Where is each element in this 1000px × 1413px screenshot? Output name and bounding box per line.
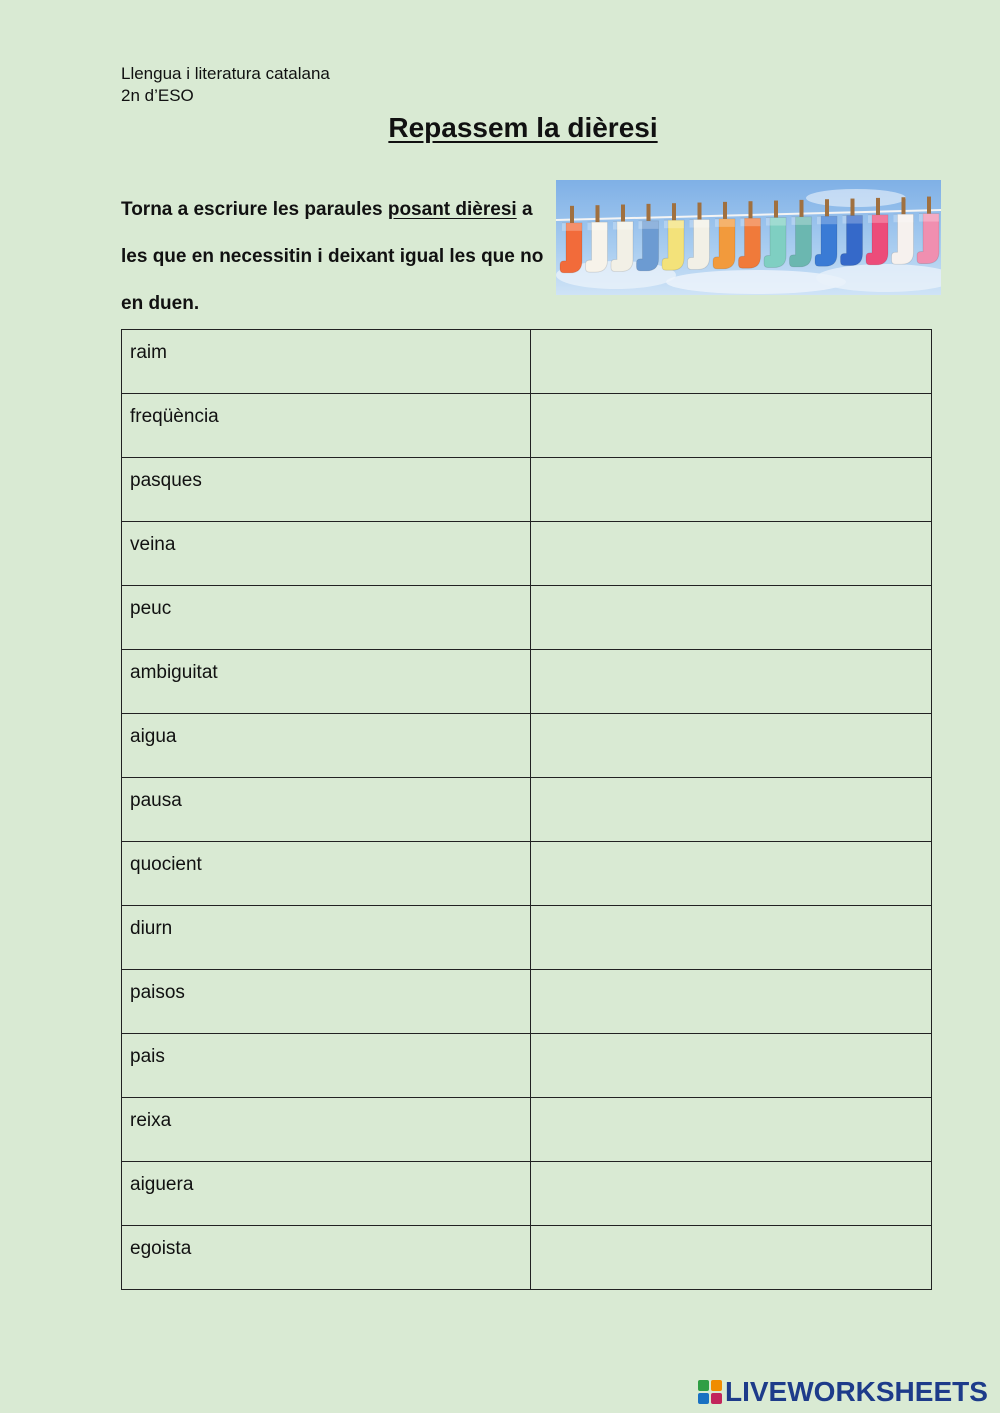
word-cell: aiguera	[122, 1162, 531, 1226]
table-row	[122, 970, 932, 1034]
answer-input[interactable]	[531, 458, 931, 521]
word-cell: quocient	[122, 842, 531, 906]
answer-cell	[531, 650, 932, 714]
answer-input[interactable]	[531, 1162, 931, 1225]
level-label: 2n d’ESO	[121, 86, 194, 105]
answer-input[interactable]	[531, 970, 931, 1033]
answer-cell	[531, 1226, 932, 1290]
table-row	[122, 778, 932, 842]
instructions-emphasis: posant dièresi	[387, 199, 517, 220]
table-row	[122, 458, 932, 522]
table-row	[122, 906, 932, 970]
table-row	[122, 1098, 932, 1162]
words-table	[121, 329, 932, 1290]
word-cell: peuc	[122, 586, 531, 650]
liveworksheets-brand	[698, 1377, 988, 1407]
word-cell: pausa	[122, 778, 531, 842]
word-cell: reixa	[122, 1098, 531, 1162]
subject-label: Llengua i literatura catalana	[121, 64, 330, 83]
answer-input[interactable]	[531, 1226, 931, 1289]
answer-cell	[531, 394, 932, 458]
table-row	[122, 1226, 932, 1290]
answer-cell	[531, 1098, 932, 1162]
instructions	[121, 186, 551, 327]
table-row	[122, 394, 932, 458]
word-cell: pasques	[122, 458, 531, 522]
word-cell: diurn	[122, 906, 531, 970]
answer-cell	[531, 522, 932, 586]
table-row	[122, 330, 932, 394]
table-row	[122, 586, 932, 650]
word-cell: pais	[122, 1034, 531, 1098]
answer-cell	[531, 586, 932, 650]
answer-input[interactable]	[531, 714, 931, 777]
word-cell: paisos	[122, 970, 531, 1034]
page-title: Repassem la dièresi	[388, 112, 658, 143]
table-row	[122, 714, 932, 778]
instructions-text-end: a les que en necessitin i deixant igual les que no en duen.	[121, 199, 544, 314]
answer-input[interactable]	[531, 330, 931, 393]
table-row	[122, 1162, 932, 1226]
answer-cell	[531, 906, 932, 970]
word-cell: egoista	[122, 1226, 531, 1290]
answer-cell	[531, 1162, 932, 1226]
answer-input[interactable]	[531, 394, 931, 457]
word-cell: freqüència	[122, 394, 531, 458]
answer-cell	[531, 458, 932, 522]
answer-input[interactable]	[531, 778, 931, 841]
answer-input[interactable]	[531, 650, 931, 713]
table-row	[122, 1034, 932, 1098]
answer-cell	[531, 1034, 932, 1098]
answer-input[interactable]	[531, 1098, 931, 1161]
answer-cell	[531, 330, 932, 394]
answer-input[interactable]	[531, 906, 931, 969]
liveworksheets-logo-icon	[698, 1380, 722, 1404]
answer-input[interactable]	[531, 842, 931, 905]
brand-name: LIVEWORKSHEETS	[725, 1376, 988, 1407]
answer-cell	[531, 842, 932, 906]
word-cell: aigua	[122, 714, 531, 778]
answer-input[interactable]	[531, 586, 931, 649]
answer-cell	[531, 714, 932, 778]
instructions-text-start: Torna a escriure les paraules	[121, 199, 388, 220]
answer-cell	[531, 970, 932, 1034]
answer-input[interactable]	[531, 1034, 931, 1097]
table-row	[122, 650, 932, 714]
word-cell: raim	[122, 330, 531, 394]
table-row	[122, 522, 932, 586]
word-cell: ambiguitat	[122, 650, 531, 714]
word-cell: veina	[122, 522, 531, 586]
clothesline-socks-photo	[556, 180, 941, 295]
answer-cell	[531, 778, 932, 842]
answer-input[interactable]	[531, 522, 931, 585]
table-row	[122, 842, 932, 906]
